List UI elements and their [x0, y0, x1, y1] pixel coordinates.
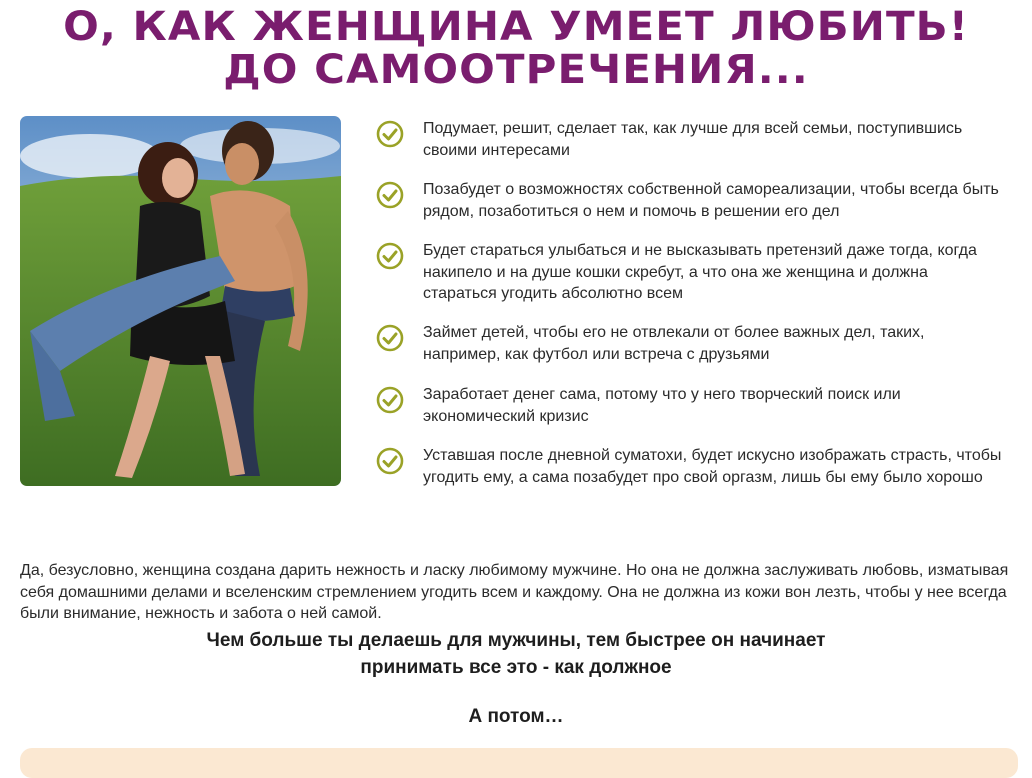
benefit-text: Займет детей, чтобы его не отвлекали от более важных дел, таких, например, как футбол или встреча с друзьями [423, 324, 925, 363]
check-circle-icon [376, 447, 404, 475]
benefit-text: Позабудет о возможностях собственной самореализации, чтобы всегда быть рядом, позаботиться о нем и помочь в решении его дел [423, 181, 999, 220]
check-circle-icon [376, 324, 404, 352]
couple-photo [20, 116, 341, 486]
headline [0, 6, 1032, 92]
headline-line-2: ДО САМООТРЕЧЕНИЯ... [223, 47, 809, 93]
check-circle-icon [376, 181, 404, 209]
emphasis-after: А потом… [468, 706, 564, 727]
body-paragraph: Да, безусловно, женщина создана дарить нежность и ласку любимому мужчине. Но она не должна заслуживать любовь, изматывая себя домашними делами и вселенским стремлением угодить всем и каждому. Она не должна из кожи вон лезть, чтобы у нее всегда были внимание, нежность и забота о ней самой. [20, 562, 1009, 622]
benefit-text: Уставшая после дневной суматохи, будет искусно изображать страсть, чтобы угодить ему, а сама позабудет про свой оргазм, лишь бы ему было хорошо [423, 447, 1002, 486]
couple-dancing-photo-icon [20, 116, 341, 486]
benefit-text: Будет стараться улыбаться и не высказывать претензий даже тогда, когда накипело и на душе кошки скребут, а что она же женщина и должна стараться угодить абсолютно всем [423, 242, 977, 302]
check-circle-icon [376, 242, 404, 270]
bottom-band [20, 748, 1018, 778]
headline-line-1: О, КАК ЖЕНЩИНА УМЕЕТ ЛЮБИТЬ! [63, 4, 969, 50]
emphasis-line-2: принимать все это - как должное [360, 657, 672, 678]
emphasis-line-1: Чем больше ты делаешь для мужчины, тем быстрее он начинает [206, 630, 826, 651]
benefit-text: Заработает денег сама, потому что у него творческий поиск или экономический кризис [423, 386, 901, 425]
benefit-text: Подумает, решит, сделает так, как лучше для всей семьи, поступившись своими интересами [423, 120, 963, 159]
check-circle-icon [376, 386, 404, 414]
check-circle-icon [376, 120, 404, 148]
